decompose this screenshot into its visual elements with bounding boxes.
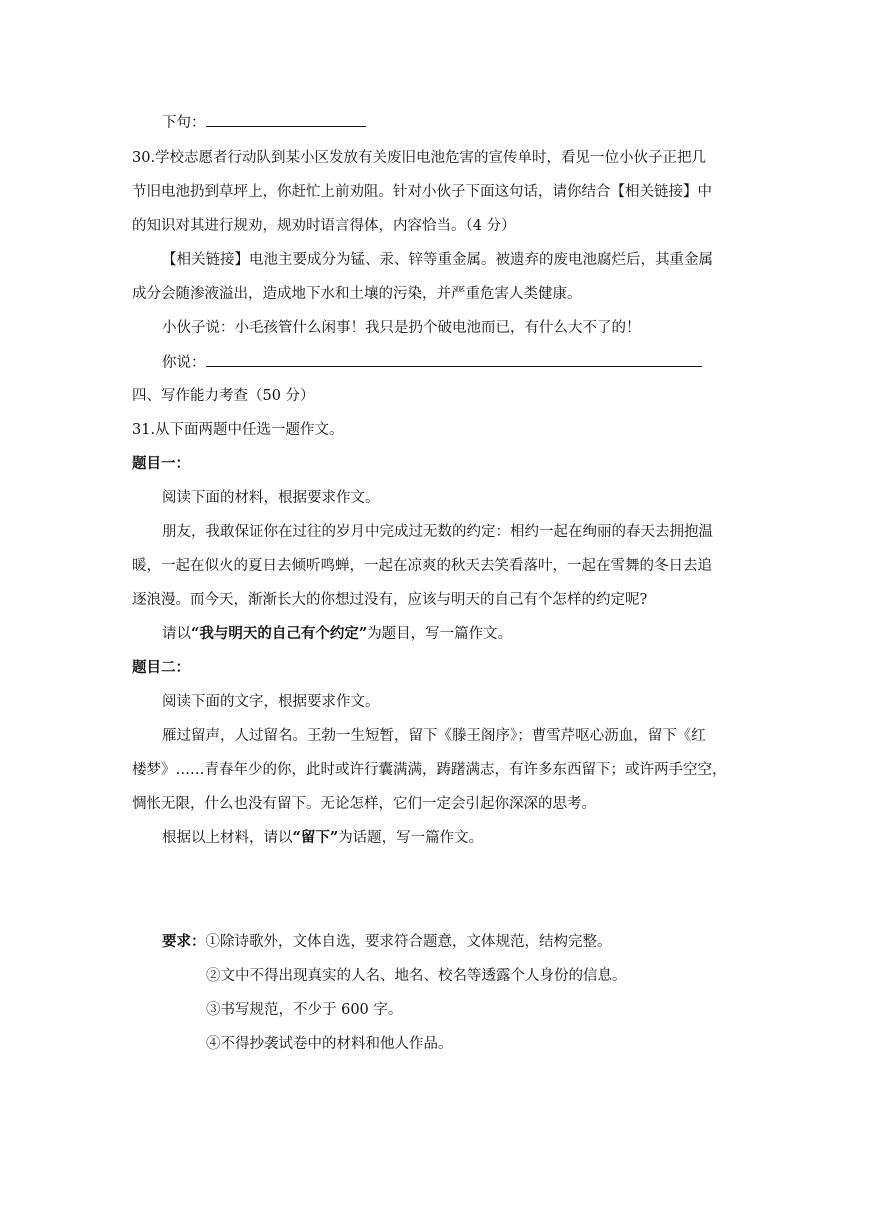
- you-say-row: [162, 352, 702, 373]
- topic-two-material-line-2: 楼梦》……青春年少的你，此时或许行囊满满，踌躇满志，有许多东西留下；或许两手空空，: [132, 762, 727, 778]
- topic-two-req-pre: 根据以上材料，请以: [162, 830, 293, 846]
- requirement-1: ①除诗歌外，文体自选，要求符合题意，文体规范，结构完整。: [205, 934, 612, 950]
- q31-prompt: 31.从下面两题中任选一题作文。: [132, 422, 344, 438]
- topic-one-instruction: 阅读下面的材料，根据要求作文。: [162, 490, 380, 506]
- requirement-2: ②文中不得出现真实的人名、地名、校名等透露个人身份的信息。: [206, 968, 627, 984]
- requirements-label: 要求：: [162, 933, 206, 950]
- requirements-row-1: [162, 932, 612, 952]
- topic-two-instruction: 阅读下面的文字，根据要求作文。: [162, 694, 380, 710]
- requirement-4: ④不得抄袭试卷中的材料和他人作品。: [206, 1036, 453, 1052]
- next-line-label: 下句：: [162, 115, 206, 131]
- topic-one-req-post: 为题目，写一篇作文。: [367, 626, 513, 642]
- topic-one-material-line-2: 暖，一起在似火的夏日去倾听鸣蝉，一起在凉爽的秋天去笑看落叶，一起在雪舞的冬日去追: [132, 558, 712, 574]
- topic-one-essay-title: “我与明天的自己有个约定”: [191, 625, 368, 642]
- topic-two-material-line-1: 雁过留声，人过留名。王勃一生短暂，留下《滕王阁序》；曹雪芹呕心沥血，留下《红: [162, 728, 706, 744]
- you-say-label: 你说：: [162, 355, 206, 371]
- q30-stem-line-1: 30.学校志愿者行动队到某小区发放有关废旧电池危害的宣传单时，看见一位小伙子正把几: [132, 150, 707, 166]
- topic-one-title: 题目一：: [132, 455, 190, 472]
- topic-two-essay-topic: “留下”: [292, 829, 339, 846]
- next-line-answer-blank[interactable]: [206, 112, 366, 127]
- topic-one-material-line-3: 逐浪漫。而今天，渐渐长大的你想过没有，应该与明天的自己有个怎样的约定呢?: [132, 592, 648, 608]
- section-four-heading: 四、写作能力考查（50 分）: [132, 388, 315, 404]
- topic-two-requirement: [162, 828, 483, 848]
- related-link-line-1: 【相关链接】电池主要成分为锰、汞、锌等重金属。被遗弃的废电池腐烂后，其重金属: [162, 252, 713, 268]
- topic-one-requirement: [162, 624, 512, 644]
- related-link-line-2: 成分会随渗液溢出，造成地下水和土壤的污染，并严重危害人类健康。: [132, 286, 582, 302]
- topic-one-req-pre: 请以: [162, 626, 191, 642]
- young-man-quote: 小伙子说：小毛孩管什么闲事！我只是扔个破电池而已，有什么大不了的！: [162, 320, 641, 336]
- topic-two-req-post: 为话题，写一篇作文。: [338, 830, 484, 846]
- q30-stem-line-2: 节旧电池扔到草坪上，你赶忙上前劝阻。针对小伙子下面这句话，请你结合【相关链接】中: [132, 184, 712, 200]
- requirement-3: ③书写规范，不少于 600 字。: [206, 1002, 403, 1018]
- you-say-answer-blank[interactable]: [206, 352, 702, 367]
- topic-one-material-line-1: 朋友，我敢保证你在过往的岁月中完成过无数的约定：相约一起在绚丽的春天去拥抱温: [162, 524, 713, 540]
- next-line-row: [162, 112, 366, 133]
- topic-two-title: 题目二：: [132, 659, 190, 676]
- topic-two-material-line-3: 惆怅无限，什么也没有留下。无论怎样，它们一定会引起你深深的思考。: [132, 796, 596, 812]
- q30-stem-line-3: 的知识对其进行规劝，规劝时语言得体，内容恰当。（4 分）: [132, 218, 516, 234]
